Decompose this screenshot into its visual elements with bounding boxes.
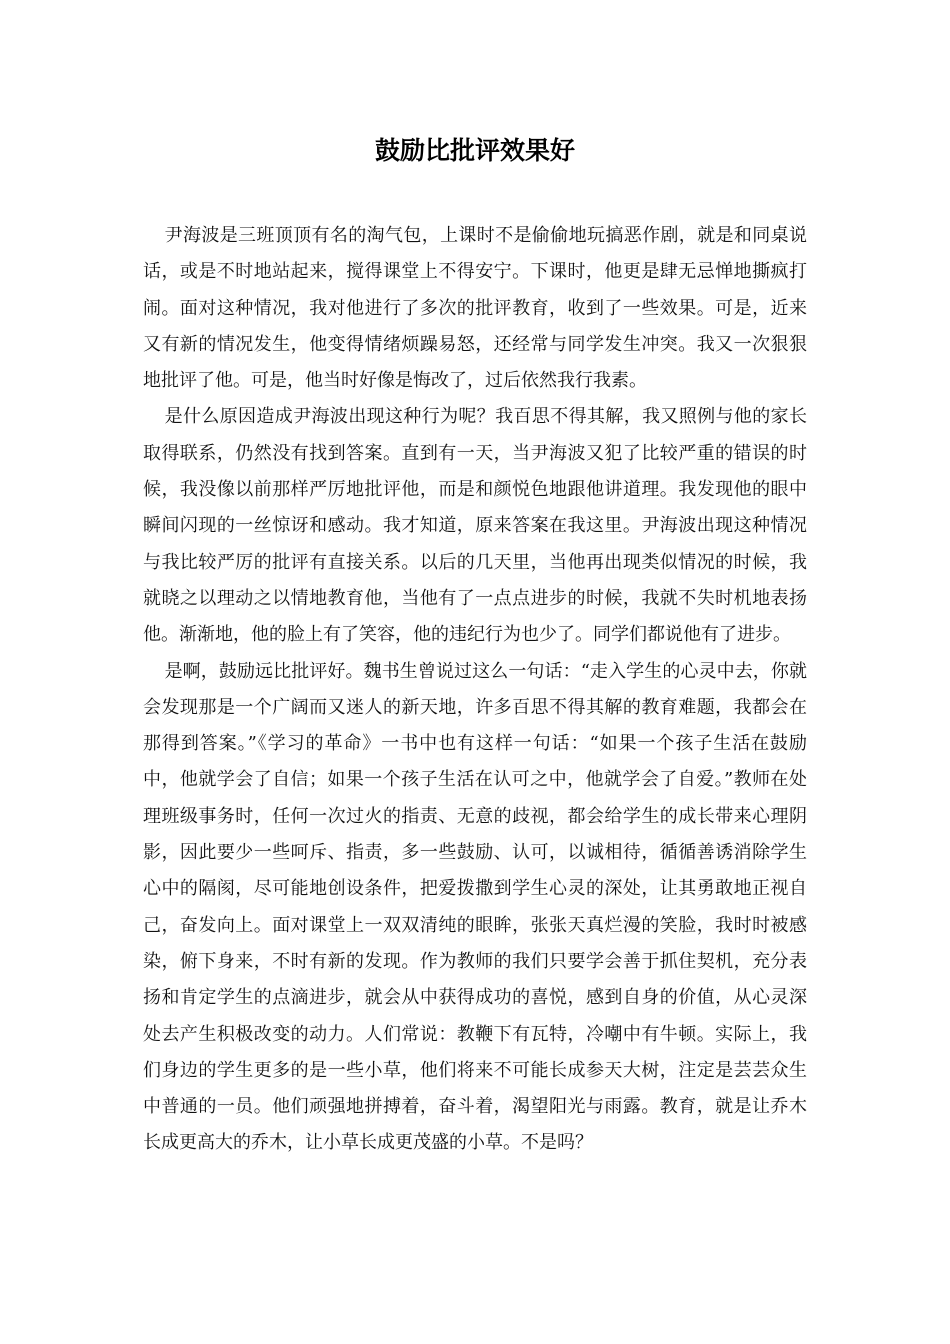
document-body xyxy=(143,218,807,1162)
document-title: 鼓励比批评效果好 xyxy=(374,136,575,165)
paragraph-1: 尹海波是三班顶顶有名的淘气包，上课时不是偷偷地玩搞恶作剧，就是和同桌说话，或是不时地站起来，搅得课堂上不得安宁。下课时，他更是肆无忌惮地撕疯打闹。面对这种情况，我对他进行了多次的批评教育，收到了一些效果。可是，近来又有新的情况发生，他变得情绪烦躁易怒，还经常与同学发生冲突。我又一次狠狠地批评了他。可是，他当时好像是悔改了，过后依然我行我素。 xyxy=(143,225,807,392)
paragraph-2: 是什么原因造成尹海波出现这种行为呢？我百思不得其解，我又照例与他的家长取得联系，仍然没有找到答案。直到有一天，当尹海波又犯了比较严重的错误的时候，我没像以前那样严厉地批评他，而是和颜悦色地跟他讲道理。我发现他的眼中瞬间闪现的一丝惊讶和感动。我才知道，原来答案在我这里。尹海波出现这种情况与我比较严厉的批评有直接关系。以后的几天里，当他再出现类似情况的时候，我就晓之以理动之以情地教育他，当他有了一点点进步的时候，我就不失时机地表扬他。渐渐地，他的脸上有了笑容，他的违纪行为也少了。同学们都说他有了进步。 xyxy=(143,406,807,646)
paragraph-3: 是啊，鼓励远比批评好。魏书生曾说过这么一句话：“走入学生的心灵中去，你就会发现那是一个广阔而又迷人的新天地，许多百思不得其解的教育难题，我都会在那得到答案。”《学习的革命》一书中也有这样一句话：“如果一个孩子生活在鼓励中，他就学会了自信；如果一个孩子生活在认可之中，他就学会了自爱。”教师在处理班级事务时，任何一次过火的指责、无意的歧视，都会给学生的成长带来心理阴影，因此要少一些呵斥、指责，多一些鼓励、认可，以诚相待，循循善诱消除学生心中的隔阂，尽可能地创设条件，把爱拨撒到学生心灵的深处，让其勇敢地正视自己，奋发向上。面对课堂上一双双清纯的眼眸，张张天真烂漫的笑脸，我时时被感染，俯下身来，不时有新的发现。作为教师的我们只要学会善于抓住契机，充分表扬和肯定学生的点滴进步，就会从中获得成功的喜悦，感到自身的价值，从心灵深处去产生积极改变的动力。人们常说：教鞭下有瓦特，冷嘲中有牛顿。实际上，我们身边的学生更多的是一些小草，他们将来不可能长成参天大树，注定是芸芸众生中普通的一员。他们顽强地拼搏着，奋斗着，渴望阳光与雨露。教育，就是让乔木长成更高大的乔木，让小草长成更茂盛的小草。不是吗？ xyxy=(143,660,807,1154)
